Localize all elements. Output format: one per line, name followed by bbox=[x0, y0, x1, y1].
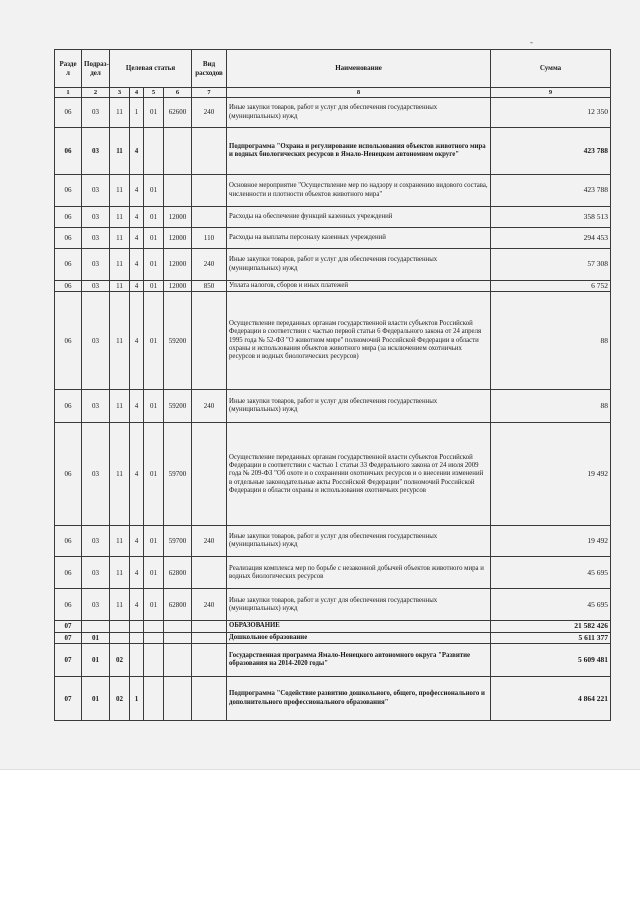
cell-podrazdel: 03 bbox=[82, 557, 110, 589]
cell-tselevaya-4 bbox=[164, 632, 192, 643]
cell-podrazdel: 01 bbox=[82, 632, 110, 643]
column-number: 1 bbox=[55, 88, 82, 98]
cell-podrazdel: 03 bbox=[82, 589, 110, 621]
budget-table-container bbox=[54, 49, 610, 721]
table-row bbox=[55, 589, 611, 621]
cell-vid-raskhodov bbox=[192, 207, 227, 228]
page-mark: - bbox=[530, 37, 533, 47]
cell-tselevaya-2: 4 bbox=[130, 281, 144, 292]
table-row bbox=[55, 292, 611, 390]
cell-naimenovanie: Осуществление переданных органам государственной власти субъектов Российской Федерации в соответствии с частью первой статьи 6 Федерального закона от 24 апреля 1995 года № 52-ФЗ "О животном мире" полномочий Российской Федерации в области охраны и использования объектов животного мира (за исключением охотничьих ресурсов и водных биологических ресурсов) bbox=[227, 292, 491, 390]
cell-naimenovanie: Иные закупки товаров, работ и услуг для обеспечения государственных (муниципальных) нужд bbox=[227, 390, 491, 423]
table-row bbox=[55, 207, 611, 228]
cell-summa: 423 788 bbox=[491, 175, 611, 207]
cell-tselevaya-4: 59200 bbox=[164, 390, 192, 423]
cell-tselevaya-1: 11 bbox=[110, 249, 130, 281]
cell-tselevaya-1: 11 bbox=[110, 526, 130, 557]
table-row bbox=[55, 390, 611, 423]
cell-summa: 19 492 bbox=[491, 423, 611, 526]
table-body bbox=[55, 98, 611, 721]
cell-tselevaya-2: 4 bbox=[130, 557, 144, 589]
cell-razdel: 06 bbox=[55, 249, 82, 281]
cell-tselevaya-2 bbox=[130, 632, 144, 643]
cell-tselevaya-4: 62600 bbox=[164, 98, 192, 128]
cell-tselevaya-2 bbox=[130, 644, 144, 677]
cell-vid-raskhodov bbox=[192, 557, 227, 589]
cell-tselevaya-1: 11 bbox=[110, 557, 130, 589]
cell-vid-raskhodov: 240 bbox=[192, 249, 227, 281]
column-number-row bbox=[55, 88, 611, 98]
cell-summa: 5 609 481 bbox=[491, 644, 611, 677]
cell-tselevaya-4 bbox=[164, 677, 192, 721]
cell-tselevaya-1: 11 bbox=[110, 423, 130, 526]
cell-tselevaya-3: 01 bbox=[144, 281, 164, 292]
column-number: 6 bbox=[164, 88, 192, 98]
cell-tselevaya-3 bbox=[144, 621, 164, 632]
cell-tselevaya-4: 12000 bbox=[164, 249, 192, 281]
cell-tselevaya-4 bbox=[164, 644, 192, 677]
cell-naimenovanie: Расходы на обеспечение функций казенных учреждений bbox=[227, 207, 491, 228]
cell-summa: 4 864 221 bbox=[491, 677, 611, 721]
cell-tselevaya-2: 4 bbox=[130, 292, 144, 390]
cell-tselevaya-3 bbox=[144, 677, 164, 721]
cell-tselevaya-2: 4 bbox=[130, 207, 144, 228]
cell-razdel: 06 bbox=[55, 526, 82, 557]
cell-tselevaya-2: 4 bbox=[130, 175, 144, 207]
cell-tselevaya-2: 4 bbox=[130, 390, 144, 423]
cell-tselevaya-1: 02 bbox=[110, 644, 130, 677]
cell-tselevaya-1: 02 bbox=[110, 677, 130, 721]
cell-podrazdel: 03 bbox=[82, 98, 110, 128]
budget-table bbox=[54, 49, 611, 721]
cell-summa: 294 453 bbox=[491, 228, 611, 249]
cell-naimenovanie: Подпрограмма "Охрана и регулирование использования объектов животного мира и водных биологических ресурсов в Ямало-Ненецком автономном округе" bbox=[227, 128, 491, 175]
cell-vid-raskhodov: 240 bbox=[192, 98, 227, 128]
table-row bbox=[55, 128, 611, 175]
column-number: 5 bbox=[144, 88, 164, 98]
column-number: 8 bbox=[227, 88, 491, 98]
cell-vid-raskhodov bbox=[192, 423, 227, 526]
cell-razdel: 06 bbox=[55, 128, 82, 175]
cell-summa: 6 752 bbox=[491, 281, 611, 292]
cell-podrazdel: 03 bbox=[82, 228, 110, 249]
cell-naimenovanie: Реализация комплекса мер по борьбе с незаконной добычей объектов животного мира и водных биологических ресурсов bbox=[227, 557, 491, 589]
cell-podrazdel: 03 bbox=[82, 292, 110, 390]
table-row bbox=[55, 423, 611, 526]
cell-tselevaya-4: 62800 bbox=[164, 557, 192, 589]
column-number: 2 bbox=[82, 88, 110, 98]
cell-naimenovanie: Расходы на выплаты персоналу казенных учреждений bbox=[227, 228, 491, 249]
cell-tselevaya-2: 4 bbox=[130, 423, 144, 526]
cell-naimenovanie: Иные закупки товаров, работ и услуг для обеспечения государственных (муниципальных) нужд bbox=[227, 98, 491, 128]
cell-vid-raskhodov: 240 bbox=[192, 390, 227, 423]
cell-tselevaya-3: 01 bbox=[144, 526, 164, 557]
cell-razdel: 06 bbox=[55, 175, 82, 207]
header-summa: Сумма bbox=[491, 50, 611, 88]
cell-naimenovanie: Уплата налогов, сборов и иных платежей bbox=[227, 281, 491, 292]
cell-naimenovanie: Осуществление переданных органам государственной власти субъектов Российской Федерации в соответствии с частью 1 статьи 33 Федерального закона от 24 июля 2009 года № 209-ФЗ "Об охоте и о сохранении охотничьих ресурсов и о внесении изменений в отдельные законодательные акты Российской Федерации" полномочий Российской Федерации в области охраны и использования охотничьих ресурсов bbox=[227, 423, 491, 526]
cell-podrazdel: 03 bbox=[82, 128, 110, 175]
cell-vid-raskhodov bbox=[192, 632, 227, 643]
header-naimenovanie: Наименование bbox=[227, 50, 491, 88]
cell-podrazdel: 01 bbox=[82, 644, 110, 677]
table-row bbox=[55, 249, 611, 281]
cell-podrazdel: 01 bbox=[82, 677, 110, 721]
cell-tselevaya-3: 01 bbox=[144, 390, 164, 423]
cell-tselevaya-4: 12000 bbox=[164, 207, 192, 228]
cell-razdel: 06 bbox=[55, 390, 82, 423]
cell-podrazdel bbox=[82, 621, 110, 632]
cell-tselevaya-2: 4 bbox=[130, 589, 144, 621]
cell-razdel: 06 bbox=[55, 292, 82, 390]
cell-razdel: 07 bbox=[55, 677, 82, 721]
cell-podrazdel: 03 bbox=[82, 390, 110, 423]
table-row bbox=[55, 526, 611, 557]
cell-podrazdel: 03 bbox=[82, 281, 110, 292]
cell-tselevaya-2: 4 bbox=[130, 228, 144, 249]
cell-summa: 88 bbox=[491, 390, 611, 423]
cell-tselevaya-4: 59700 bbox=[164, 423, 192, 526]
cell-razdel: 07 bbox=[55, 621, 82, 632]
cell-tselevaya-2: 4 bbox=[130, 526, 144, 557]
cell-tselevaya-3: 01 bbox=[144, 557, 164, 589]
cell-podrazdel: 03 bbox=[82, 175, 110, 207]
cell-vid-raskhodov bbox=[192, 128, 227, 175]
cell-naimenovanie: Основное мероприятие "Осуществление мер по надзору и сохранению видового состава, численности и плотности объектов животного мира" bbox=[227, 175, 491, 207]
cell-summa: 88 bbox=[491, 292, 611, 390]
cell-razdel: 06 bbox=[55, 557, 82, 589]
cell-vid-raskhodov: 110 bbox=[192, 228, 227, 249]
cell-tselevaya-4: 12000 bbox=[164, 281, 192, 292]
cell-naimenovanie: Иные закупки товаров, работ и услуг для обеспечения государственных (муниципальных) нужд bbox=[227, 589, 491, 621]
cell-razdel: 06 bbox=[55, 423, 82, 526]
cell-podrazdel: 03 bbox=[82, 423, 110, 526]
cell-tselevaya-1: 11 bbox=[110, 228, 130, 249]
cell-tselevaya-1: 11 bbox=[110, 292, 130, 390]
cell-razdel: 06 bbox=[55, 228, 82, 249]
cell-tselevaya-4 bbox=[164, 175, 192, 207]
cell-tselevaya-3: 01 bbox=[144, 98, 164, 128]
cell-tselevaya-2 bbox=[130, 621, 144, 632]
cell-vid-raskhodov: 240 bbox=[192, 526, 227, 557]
cell-summa: 12 350 bbox=[491, 98, 611, 128]
cell-naimenovanie: ОБРАЗОВАНИЕ bbox=[227, 621, 491, 632]
table-row bbox=[55, 281, 611, 292]
cell-tselevaya-4: 62800 bbox=[164, 589, 192, 621]
cell-podrazdel: 03 bbox=[82, 207, 110, 228]
cell-podrazdel: 03 bbox=[82, 249, 110, 281]
cell-tselevaya-3: 01 bbox=[144, 292, 164, 390]
cell-summa: 45 695 bbox=[491, 589, 611, 621]
cell-tselevaya-3: 01 bbox=[144, 589, 164, 621]
table-row bbox=[55, 632, 611, 643]
cell-tselevaya-3: 01 bbox=[144, 207, 164, 228]
cell-tselevaya-3: 01 bbox=[144, 423, 164, 526]
cell-tselevaya-3 bbox=[144, 644, 164, 677]
cell-vid-raskhodov bbox=[192, 644, 227, 677]
cell-naimenovanie: Подпрограмма "Содействие развитию дошкольного, общего, профессионального и дополнительного профессионального образования" bbox=[227, 677, 491, 721]
cell-razdel: 06 bbox=[55, 281, 82, 292]
cell-tselevaya-2: 1 bbox=[130, 98, 144, 128]
cell-tselevaya-1: 11 bbox=[110, 98, 130, 128]
cell-summa: 5 611 377 bbox=[491, 632, 611, 643]
table-row bbox=[55, 175, 611, 207]
column-number: 3 bbox=[110, 88, 130, 98]
cell-tselevaya-1 bbox=[110, 621, 130, 632]
cell-tselevaya-3: 01 bbox=[144, 249, 164, 281]
cell-tselevaya-4: 12000 bbox=[164, 228, 192, 249]
cell-vid-raskhodov: 240 bbox=[192, 589, 227, 621]
table-row bbox=[55, 98, 611, 128]
table-row bbox=[55, 677, 611, 721]
cell-tselevaya-2: 4 bbox=[130, 128, 144, 175]
cell-tselevaya-3 bbox=[144, 128, 164, 175]
cell-naimenovanie: Иные закупки товаров, работ и услуг для обеспечения государственных (муниципальных) нужд bbox=[227, 249, 491, 281]
cell-tselevaya-1: 11 bbox=[110, 281, 130, 292]
cell-summa: 19 492 bbox=[491, 526, 611, 557]
cell-tselevaya-4 bbox=[164, 621, 192, 632]
column-number: 7 bbox=[192, 88, 227, 98]
cell-summa: 423 788 bbox=[491, 128, 611, 175]
table-row bbox=[55, 557, 611, 589]
cell-tselevaya-1: 11 bbox=[110, 128, 130, 175]
cell-tselevaya-1: 11 bbox=[110, 390, 130, 423]
cell-tselevaya-3: 01 bbox=[144, 228, 164, 249]
cell-tselevaya-2: 1 bbox=[130, 677, 144, 721]
cell-razdel: 06 bbox=[55, 98, 82, 128]
column-number: 4 bbox=[130, 88, 144, 98]
cell-tselevaya-1 bbox=[110, 632, 130, 643]
cell-naimenovanie: Иные закупки товаров, работ и услуг для обеспечения государственных (муниципальных) нужд bbox=[227, 526, 491, 557]
cell-razdel: 07 bbox=[55, 644, 82, 677]
cell-summa: 45 695 bbox=[491, 557, 611, 589]
cell-razdel: 06 bbox=[55, 207, 82, 228]
cell-vid-raskhodov bbox=[192, 677, 227, 721]
cell-tselevaya-3: 01 bbox=[144, 175, 164, 207]
cell-tselevaya-1: 11 bbox=[110, 589, 130, 621]
table-row bbox=[55, 621, 611, 632]
cell-naimenovanie: Дошкольное образование bbox=[227, 632, 491, 643]
cell-vid-raskhodov bbox=[192, 175, 227, 207]
cell-razdel: 07 bbox=[55, 632, 82, 643]
column-number: 9 bbox=[491, 88, 611, 98]
cell-tselevaya-2: 4 bbox=[130, 249, 144, 281]
cell-tselevaya-1: 11 bbox=[110, 207, 130, 228]
header-razdel: Разде л bbox=[55, 50, 82, 88]
cell-tselevaya-3 bbox=[144, 632, 164, 643]
cell-summa: 358 513 bbox=[491, 207, 611, 228]
header-vid-raskhodov: Вид расходов bbox=[192, 50, 227, 88]
header-tselevaya-statya: Целевая статья bbox=[110, 50, 192, 88]
cell-vid-raskhodov: 850 bbox=[192, 281, 227, 292]
cell-vid-raskhodov bbox=[192, 292, 227, 390]
cell-summa: 57 308 bbox=[491, 249, 611, 281]
cell-tselevaya-4 bbox=[164, 128, 192, 175]
table-row bbox=[55, 644, 611, 677]
cell-vid-raskhodov bbox=[192, 621, 227, 632]
cell-tselevaya-4: 59200 bbox=[164, 292, 192, 390]
cell-tselevaya-1: 11 bbox=[110, 175, 130, 207]
cell-naimenovanie: Государственная программа Ямало-Ненецкого автономного округа "Развитие образования на 2014-2020 годы" bbox=[227, 644, 491, 677]
header-row bbox=[55, 50, 611, 88]
table-row bbox=[55, 228, 611, 249]
cell-razdel: 06 bbox=[55, 589, 82, 621]
cell-summa: 21 582 426 bbox=[491, 621, 611, 632]
header-podrazdel: Подраз- дел bbox=[82, 50, 110, 88]
cell-podrazdel: 03 bbox=[82, 526, 110, 557]
cell-tselevaya-4: 59700 bbox=[164, 526, 192, 557]
